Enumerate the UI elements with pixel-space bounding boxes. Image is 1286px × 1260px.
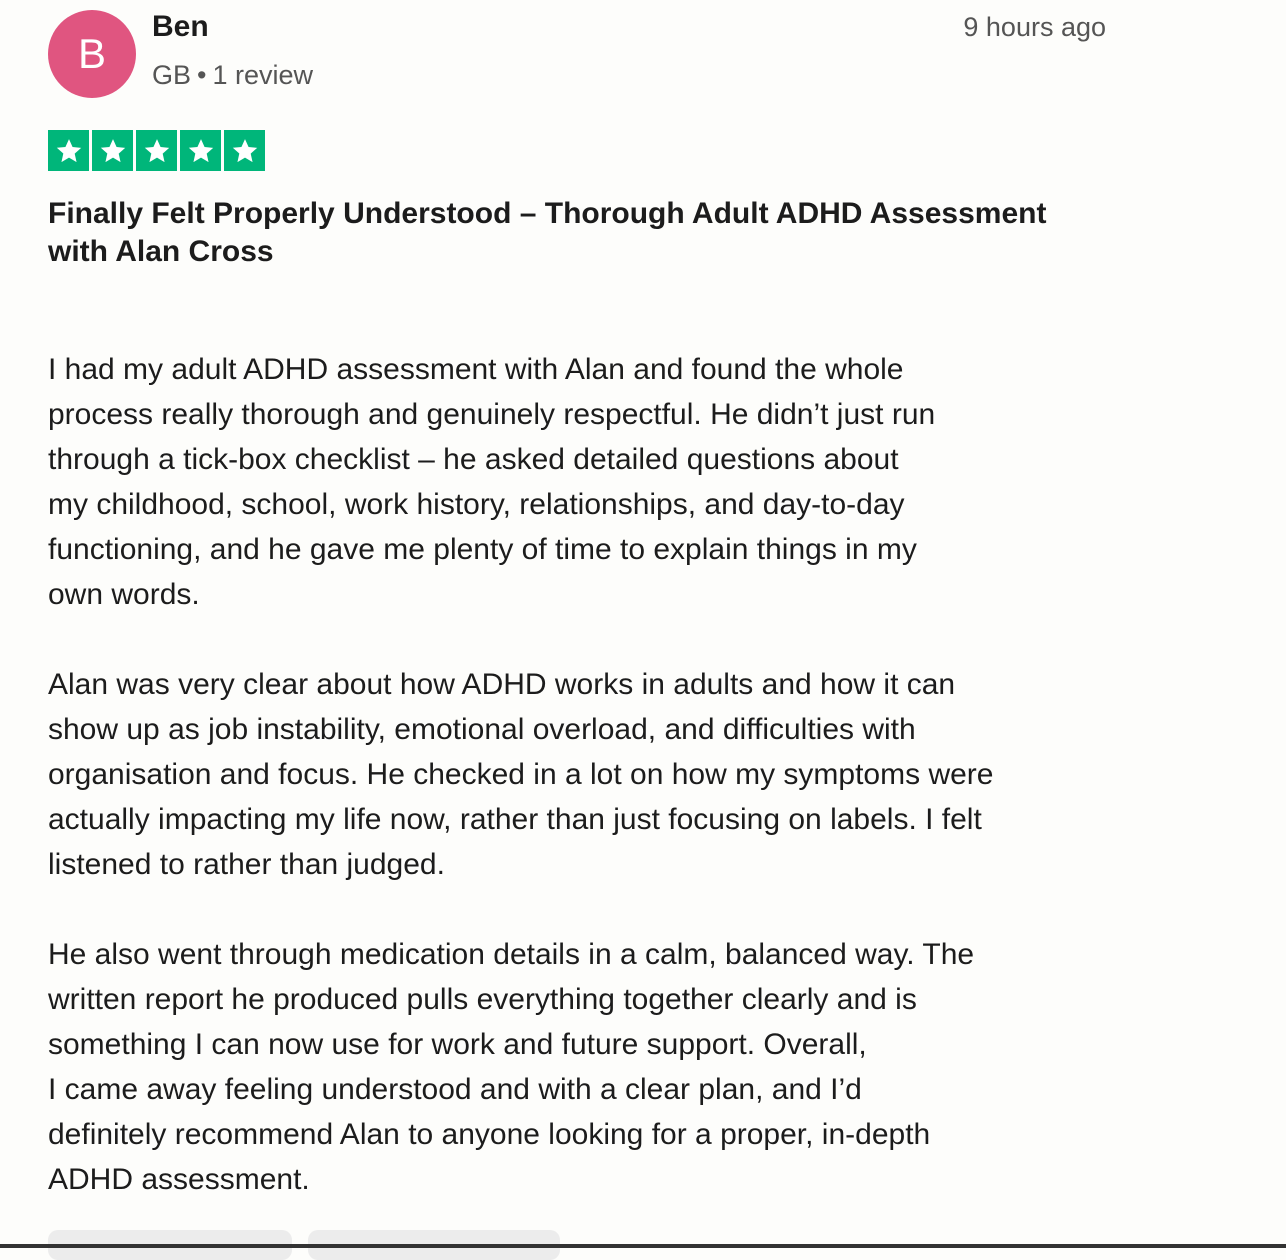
review-paragraph: I had my adult ADHD assessment with Alan and found the whole process really thorough and genuinely respectful. He didn’t just run through a tick-box checklist – he asked detailed questions about my childhood, school, work history, relationships, and day-to-day functioning, and he gave me plenty of time to explain things in my own words.	[48, 353, 936, 611]
reviewer-review-count: 1 review	[212, 60, 314, 90]
review-timestamp: 9 hours ago	[963, 12, 1106, 42]
review-body	[48, 347, 1108, 1247]
reviewer-meta	[152, 60, 313, 91]
review-title[interactable]: Finally Felt Properly Understood – Thorough Adult ADHD Assessment with Alan Cross	[48, 197, 1047, 268]
star-rating	[48, 130, 265, 171]
meta-separator: •	[197, 60, 207, 90]
star-icon	[48, 130, 89, 171]
review-card	[48, 0, 1118, 1196]
window-bottom-border	[0, 1244, 1286, 1248]
star-icon	[224, 130, 265, 171]
star-icon	[136, 130, 177, 171]
review-header	[48, 0, 1118, 110]
reviewer-country: GB	[152, 60, 192, 90]
reviewer-name[interactable]: Ben	[152, 10, 209, 43]
review-paragraph: Alan was very clear about how ADHD works in adults and how it can show up as job instability, emotional overload, and difficulties with organisation and focus. He checked in a lot on how my symptoms were actually impacting my life now, rather than just focusing on labels. I felt listened to rather than judged.	[48, 668, 994, 881]
avatar[interactable]: B	[48, 10, 136, 98]
review-paragraph: He also went through medication details in a calm, balanced way. The written report he produced pulls everything together clearly and is something I can now use for work and future support. Overall, I came away feeling understood and with a clear plan, and I’d definitely recommend Alan to anyone looking for a proper, in-depth ADHD assessment.	[48, 938, 975, 1196]
star-icon	[92, 130, 133, 171]
star-icon	[180, 130, 221, 171]
